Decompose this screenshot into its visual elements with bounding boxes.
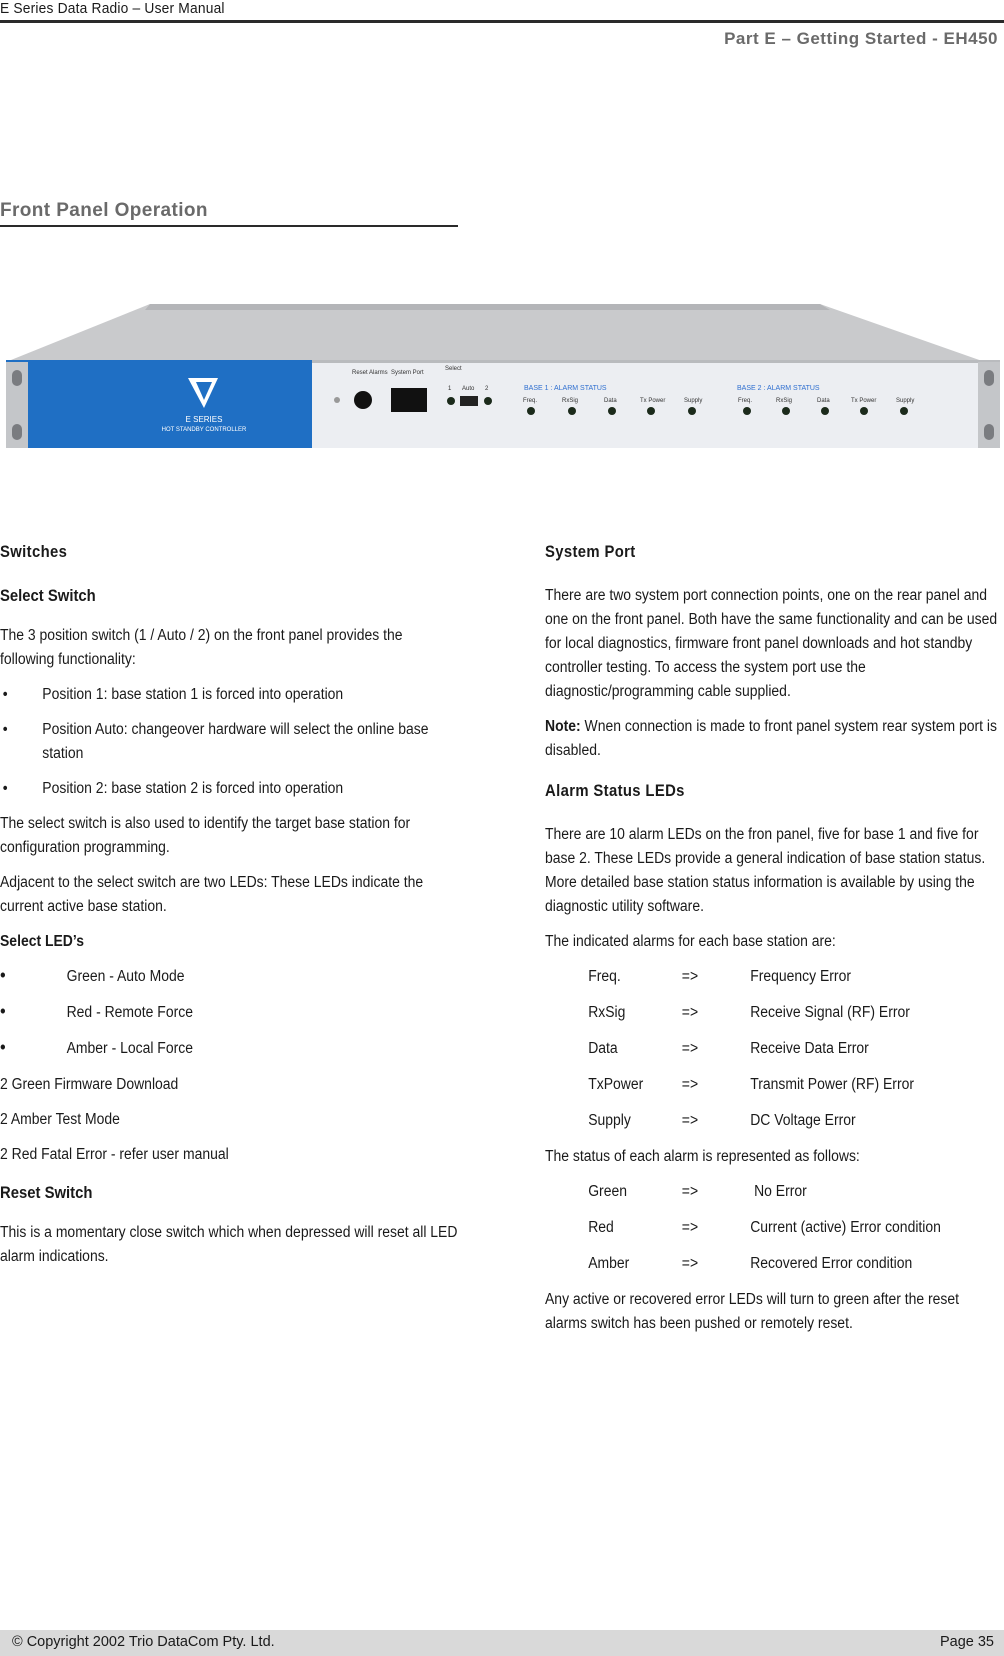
select-position-label: 1 bbox=[448, 386, 452, 392]
select-position-label: 2 bbox=[485, 386, 489, 392]
page-number: Page 35 bbox=[939, 1634, 994, 1650]
model-text: HOT STANDBY CONTROLLER bbox=[161, 427, 247, 433]
table-row: Freq. => Frequency Error bbox=[588, 968, 851, 985]
section-rule bbox=[0, 225, 458, 227]
select-switch-intro: The 3 position switch (1 / Auto / 2) on the front panel provides the following functionality: bbox=[0, 627, 403, 668]
table-row: Red => Current (active) Error condition bbox=[588, 1219, 941, 1236]
list-item: • Green - Auto Mode bbox=[0, 965, 185, 985]
section-title: Front Panel Operation bbox=[0, 200, 208, 221]
base2-alarm-label: RxSig bbox=[776, 398, 793, 404]
svg-text:BASE 1 : ALARM STATUS: BASE 1 : ALARM STATUS bbox=[524, 385, 607, 392]
select-position-label: Auto bbox=[462, 386, 475, 392]
switches-heading: Switches bbox=[0, 543, 68, 561]
table-row: Amber => Recovered Error condition bbox=[588, 1255, 913, 1272]
list-item: • Amber - Local Force bbox=[0, 1037, 193, 1057]
copyright-text: © Copyright 2002 Trio DataCom Pty. Ltd. bbox=[12, 1634, 275, 1650]
svg-text:System Port: System Port bbox=[391, 370, 424, 376]
page-footer bbox=[0, 1630, 1004, 1656]
header-rule bbox=[0, 20, 1004, 23]
system-port-text: There are two system port connection points, one on the rear panel and one on the front panel. Both have the same functionality and can be used for local diagnostics, firmware front panel downloads and hot standby controller testing. To access the system port use the diagnostic/programming cable supplied. bbox=[545, 587, 998, 700]
select-switch-para2: Adjacent to the select switch are two LEDs: These LEDs indicate the current active base station. bbox=[0, 874, 424, 915]
table-row: RxSig => Receive Signal (RF) Error bbox=[588, 1004, 910, 1021]
led-line: 2 Amber Test Mode bbox=[0, 1111, 120, 1128]
controller-front-panel-image bbox=[0, 296, 1004, 456]
select-led-1 bbox=[447, 397, 455, 405]
svg-text:Select: Select bbox=[445, 366, 462, 372]
base2-alarm-label: Supply bbox=[896, 398, 915, 404]
status-table bbox=[545, 1180, 1000, 1276]
select-leds-heading: Select LED’s bbox=[0, 933, 84, 950]
left-column bbox=[0, 540, 460, 1280]
select-led-2 bbox=[484, 397, 492, 405]
led-line: 2 Green Firmware Download bbox=[0, 1076, 179, 1093]
system-port-heading: System Port bbox=[545, 543, 636, 561]
base1-alarm-label: Tx Power bbox=[640, 398, 666, 404]
base2-alarm-label: Freq. bbox=[738, 398, 753, 404]
running-header-title: E Series Data Radio – User Manual bbox=[0, 0, 225, 17]
base2-alarm-label: Data bbox=[817, 398, 830, 404]
system-port-connector bbox=[391, 388, 427, 412]
brand-text: E SERIES bbox=[185, 415, 223, 424]
select-switch-heading: Select Switch bbox=[0, 587, 96, 605]
svg-text:BASE 2 : ALARM STATUS: BASE 2 : ALARM STATUS bbox=[737, 385, 820, 392]
table-row: Data => Receive Data Error bbox=[588, 1040, 869, 1057]
table-row: Supply => DC Voltage Error bbox=[588, 1112, 856, 1129]
right-column bbox=[545, 540, 1000, 1347]
alarm-status-text: There are 10 alarm LEDs on the fron panel, five for base 1 and five for base 2. These LEDs provide a general indication of base station status. More detailed base station status information is available by using the diagnostic utility software. bbox=[545, 826, 986, 915]
base1-alarm-label: Data bbox=[604, 398, 617, 404]
system-port-note: Note: Wnen connection is made to front panel system rear system port is disabled. bbox=[545, 718, 998, 759]
list-item: • Red - Remote Force bbox=[0, 1001, 193, 1021]
led-line: 2 Red Fatal Error - refer user manual bbox=[0, 1146, 229, 1163]
alarm-status-heading: Alarm Status LEDs bbox=[545, 782, 685, 800]
reset-alarms-button bbox=[354, 391, 372, 409]
svg-text:Reset Alarms: Reset Alarms bbox=[352, 370, 388, 376]
base2-alarm-label: Tx Power bbox=[851, 398, 877, 404]
blue-brand-panel bbox=[6, 360, 312, 448]
part-title: Part E – Getting Started - EH450 bbox=[724, 29, 998, 48]
base1-alarm-label: Supply bbox=[684, 398, 703, 404]
alarms-intro: The indicated alarms for each base station are: bbox=[545, 933, 836, 950]
select-switch-para1: The select switch is also used to identify the target base station for configuration programming. bbox=[0, 815, 411, 856]
table-row: Green => No Error bbox=[588, 1183, 807, 1200]
base1-alarm-label: RxSig bbox=[562, 398, 579, 404]
closing-text: Any active or recovered error LEDs will turn to green after the reset alarms switch has been pushed or remotely reset. bbox=[545, 1291, 960, 1332]
list-item: • Position 1: base station 1 is forced into operation bbox=[2, 686, 344, 703]
alarms-table bbox=[545, 965, 1000, 1133]
reset-switch-heading: Reset Switch bbox=[0, 1184, 93, 1202]
list-item: • Position 2: base station 2 is forced into operation bbox=[2, 780, 344, 797]
chassis-top bbox=[6, 304, 985, 362]
select-switch bbox=[460, 396, 478, 406]
list-item: • Position Auto: changeover hardware will select the online base station bbox=[2, 721, 429, 762]
status-intro: The status of each alarm is represented as follows: bbox=[545, 1148, 860, 1165]
table-row: TxPower => Transmit Power (RF) Error bbox=[588, 1076, 914, 1093]
reset-switch-text: This is a momentary close switch which when depressed will reset all LED alarm indications. bbox=[0, 1224, 458, 1265]
base1-alarm-label: Freq. bbox=[523, 398, 538, 404]
